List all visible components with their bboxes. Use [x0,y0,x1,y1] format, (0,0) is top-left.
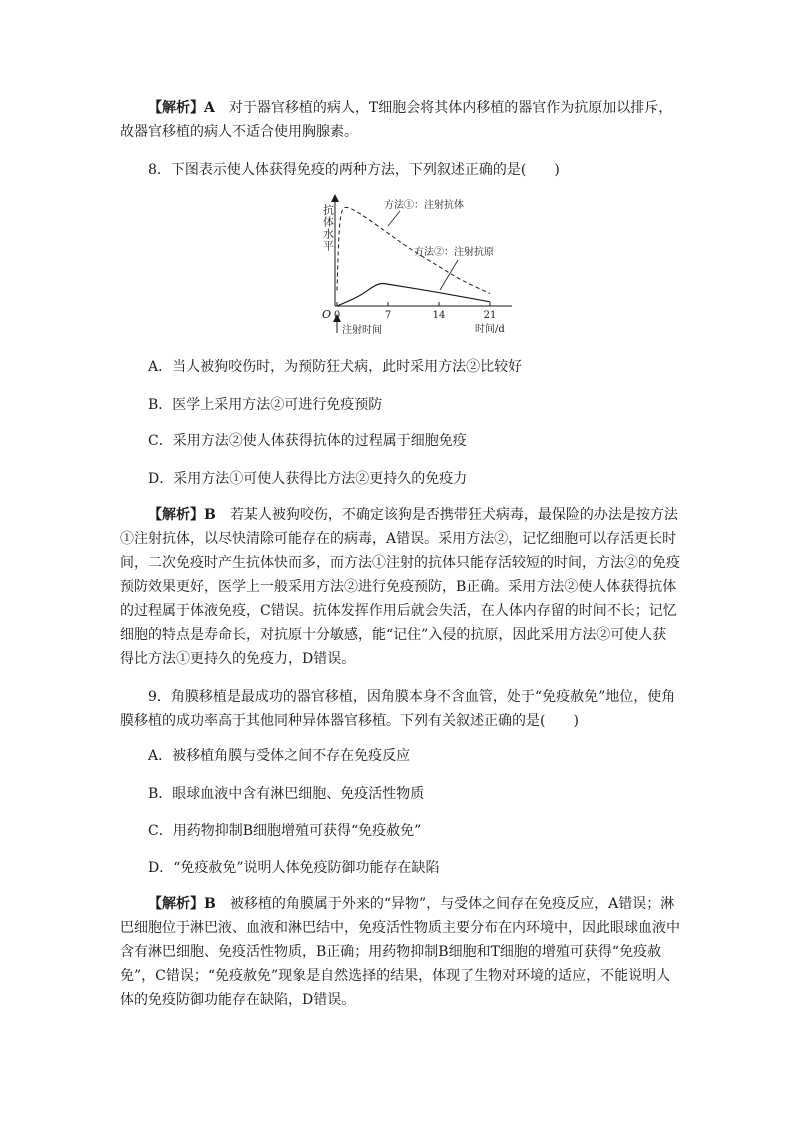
question-9-stem: 9．角膜移植是最成功的器官移植，因角膜本身不含血管，处于“免疫赦免”地位，使角膜移植的成功率高于其他同种异体器官移植。下列有关叙述正确的是( ) [120,689,676,729]
method1-label: 方法①：注射抗体 [384,200,464,211]
injection-time-label: 注射时间 [342,325,382,336]
analysis-q7 [120,96,680,144]
y-axis-label: 抗体水平 [321,204,335,252]
analysis-tag: 【解析】A [148,100,215,116]
analysis-q9 [120,892,680,1012]
analysis-text: 被移植的角膜属于外来的“异物”，与受体之间存在免疫反应，A错误；淋巴细胞位于淋巴液、血液和淋巴结中，免疫活性物质主要分布在内环境中，因此眼球血液中含有淋巴细胞、免疫活性物质，B正确；用药物抑制B细胞和T细胞的增殖可获得“免疫赦免”，C错误；“免疫赦免”现象是自然选择的结果，体现了生物对环境的适应，不能说明人体的免疫防御功能存在缺陷，D错误。 [120,896,680,1008]
x-ticks [334,302,497,321]
x-tick-label: 21 [483,310,497,321]
x-tick-label: 14 [432,310,446,321]
q8-option-b: B．医学上采用方法②可进行免疫预防 [148,397,383,413]
q8-option-c: C．采用方法②使人体获得抗体的过程属于细胞免疫 [148,433,467,449]
question-8-stem: 8．下图表示使人体获得免疫的两种方法，下列叙述正确的是( ) [148,162,560,178]
q9-option-d: D．“免疫赦免”说明人体免疫防御功能存在缺陷 [148,860,440,876]
analysis-text: 对于器官移植的病人，T细胞会将其体内移植的器官作为抗原加以排斥，故器官移植的病人不适合使用胸腺素。 [120,100,673,140]
antibody-chart [300,192,520,342]
origin-label: O [322,308,332,321]
q9-option-a: A．被移植角膜与受体之间不存在免疫反应 [148,748,411,764]
q9-option-c: C．用药物抑制B细胞增殖可获得“免疫赦免” [148,823,422,839]
x-tick-label: 7 [384,310,392,321]
analysis-q8 [120,503,680,671]
analysis-text: 若某人被狗咬伤，不确定该狗是否携带狂犬病毒，最保险的办法是按方法①注射抗体，以尽快清除可能存在的病毒，A错误。采用方法②，记忆细胞可以存活更长时间，二次免疫时产生抗体快而多，而方法①注射的抗体只能存活较短的时间，方法②的免疫预防效果更好，医学上一般采用方法②进行免疫预防，B正确。采用方法②使人体获得抗体的过程属于体液免疫，C错误。抗体发挥作用后就会失活，在人体内存留的时间不长；记忆细胞的特点是寿命长，对抗原十分敏感，能“记住”入侵的抗原，因此采用方法②可使人获得比方法①更持久的免疫力，D错误。 [120,507,680,667]
x-tick-label: 0 [333,310,341,321]
method1-leader-line [388,211,400,226]
q8-option-a: A．当人被狗咬伤时，为预防狂犬病，此时采用方法②比较好 [148,359,523,375]
method2-antigen-curve [337,284,490,306]
q9-option-b: B．眼球血液中含有淋巴细胞、免疫活性物质 [148,786,425,802]
q8-option-d: D．采用方法①可使人获得比方法②更持久的免疫力 [148,471,468,487]
x-axis-label: 时间/d [475,324,505,335]
method2-label: 方法②：注射抗原 [414,247,494,258]
method2-leader-line [440,260,458,290]
analysis-tag: 【解析】B [148,896,216,912]
analysis-tag: 【解析】B [148,507,216,523]
